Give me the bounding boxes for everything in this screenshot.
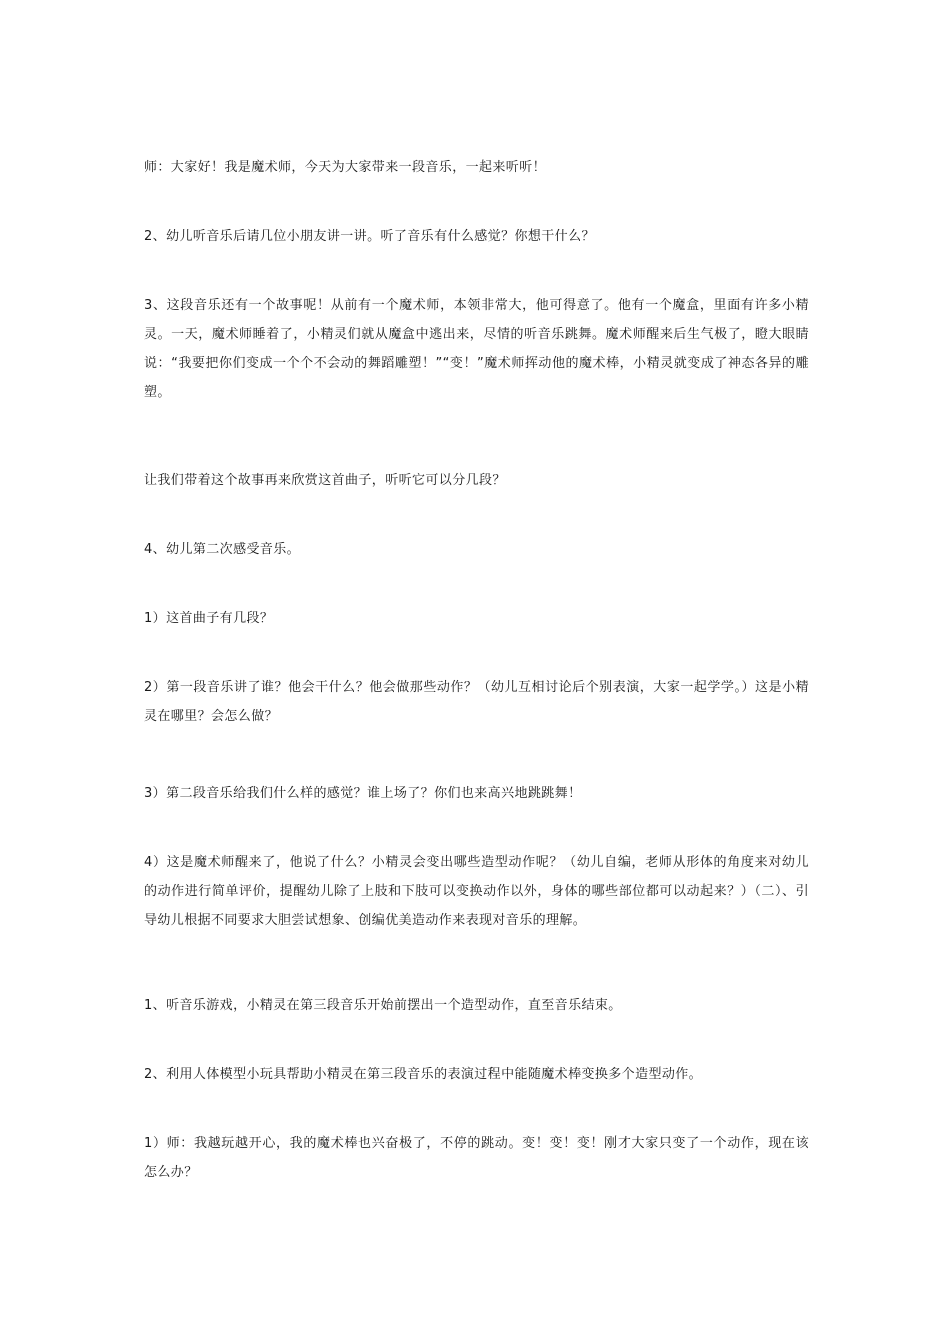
paragraph-question-3: 3）第二段音乐给我们什么样的感觉？谁上场了？你们也来高兴地跳跳舞！ — [144, 786, 582, 801]
paragraph-question-2: 2）第一段音乐讲了谁？他会干什么？他会做那些动作？（幼儿互相讨论后个别表演，大家一起学学。）这是小精灵在哪里？会怎么做？ — [144, 680, 809, 724]
paragraph-step-3-story: 3、这段音乐还有一个故事呢！从前有一个魔术师，本领非常大，他可得意了。他有一个魔盒，里面有许多小精灵。一天，魔术师睡着了，小精灵们就从魔盒中逃出来，尽情的听音乐跳舞。魔术师醒来后生气极了，瞪大眼睛说：“我要把你们变成一个个不会动的舞蹈雕塑！”“变！”魔术师挥动他的魔术棒，小精灵就变成了神态各异的雕塑。 — [144, 298, 809, 400]
paragraph-question-4: 4）这是魔术师醒来了，他说了什么？小精灵会变出哪些造型动作呢？（幼儿自编，老师从形体的角度来对幼儿的动作进行简单评价，提醒幼儿除了上肢和下肢可以变换动作以外，身体的哪些部位都可以动起来？）（二）、引导幼儿根据不同要求大胆尝试想象、创编优美造动作来表现对音乐的理解。 — [144, 855, 809, 928]
paragraph-greeting: 师：大家好！我是魔术师，今天为大家带来一段音乐，一起来听听！ — [144, 160, 547, 175]
paragraph-game-2: 2、利用人体模型小玩具帮助小精灵在第三段音乐的表演过程中能随魔术棒变换多个造型动作。 — [144, 1067, 703, 1082]
paragraph-teacher-line: 1）师：我越玩越开心，我的魔术棒也兴奋极了，不停的跳动。变！变！变！刚才大家只变了一个动作，现在该怎么办？ — [144, 1136, 809, 1180]
paragraph-question-1: 1）这首曲子有几段？ — [144, 611, 274, 626]
paragraph-listen-again: 让我们带着这个故事再来欣赏这首曲子，听听它可以分几段？ — [144, 473, 506, 488]
paragraph-step-4: 4、幼儿第二次感受音乐。 — [144, 542, 301, 557]
paragraph-step-2: 2、幼儿听音乐后请几位小朋友讲一讲。听了音乐有什么感觉？你想干什么？ — [144, 229, 595, 244]
paragraph-game-1: 1、听音乐游戏，小精灵在第三段音乐开始前摆出一个造型动作，直至音乐结束。 — [144, 998, 622, 1013]
